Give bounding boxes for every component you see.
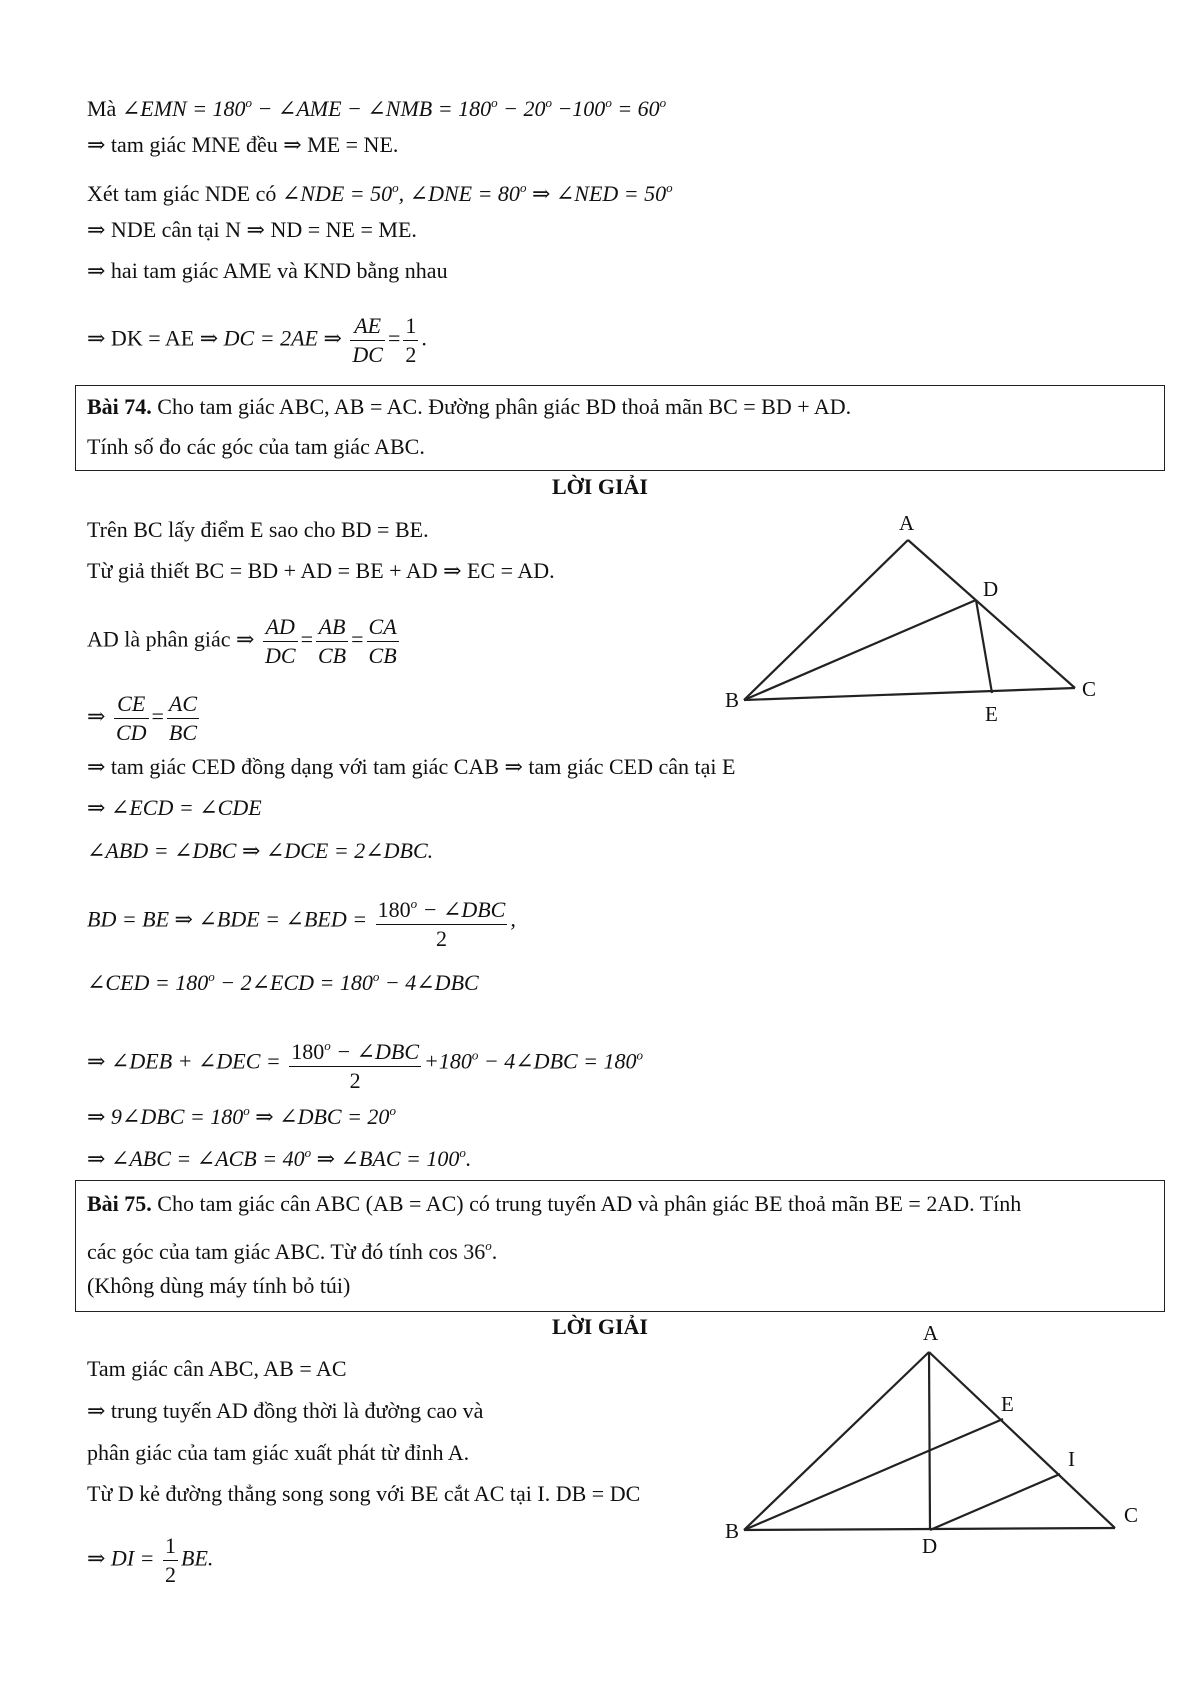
sol74-line-2: Từ giả thiết BC = BD + AD = BE + AD ⇒ EC = AD. [87, 558, 555, 583]
sol75-line-2: ⇒ trung tuyến AD đồng thời là đường cao và [87, 1398, 484, 1423]
sol74-angle-ecd: ⇒ ∠ECD = ∠CDE [87, 795, 262, 820]
figure-triangle-74 [720, 510, 1120, 730]
segment-di [930, 1474, 1060, 1530]
segment-bc [744, 688, 1075, 700]
fraction-one-half: $\frac{1}{2}$ [405, 313, 417, 367]
segment-be [744, 1419, 1003, 1530]
fraction-one-half-75: $\frac{1}{2}$ [165, 1533, 176, 1587]
congruent-triangles-line: ⇒ hai tam giác AME và KND bằng nhau [87, 258, 448, 283]
problem-75-statement: Bài 75. Cho tam giác cân ABC (AB = AC) có trung tuyến AD và phân giác BE thoả mãn BE = 2AD. Tính [87, 1191, 1022, 1216]
eq-emn-line: Mà ∠EMN = $180^o$ − ∠AME − ∠NMB = $180^o - 20^o -100^o = 60^o$ [87, 95, 667, 121]
problem-74-box [75, 385, 1165, 471]
sol75-line-4: Từ D kẻ đường thẳng song song với BE cắt AC tại I. DB = DC [87, 1481, 641, 1506]
sol74-bisector-ratio: AD là phân giác ⇒ $\frac{AD}{DC}$ = $\frac{AB}{CB}$ = $\frac{CA}{CB}$ [87, 614, 397, 668]
fraction-ab-cb: $\frac{AB}{CB}$ [317, 614, 347, 668]
label-i: I [1068, 1447, 1075, 1471]
sol74-line-1: Trên BC lấy điểm E sao cho BD = BE. [87, 517, 429, 542]
sol75-line-3: phân giác của tam giác xuất phát từ đỉnh A. [87, 1440, 470, 1465]
figure-triangle-75 [720, 1310, 1150, 1560]
sol75-di-line: ⇒ DI = $\frac{1}{2}$ BE. [87, 1533, 214, 1587]
mne-equilateral-line: ⇒ tam giác MNE đều ⇒ ME = NE. [87, 132, 399, 157]
label-b: B [725, 1519, 740, 1543]
segment-ac [929, 1352, 1115, 1528]
fraction-ca-cb: $\frac{CA}{CB}$ [368, 614, 397, 668]
segment-bd [744, 600, 976, 700]
sol75-line-1: Tam giác cân ABC, AB = AC [87, 1356, 347, 1381]
ratio-result-line: ⇒ DK = AE ⇒ DC = 2AE ⇒ $\frac{AE}{DC}$ = $\frac{1}{2}$ . [87, 313, 427, 367]
sol74-bde-bed: BD = BE ⇒ ∠BDE = ∠BED = $\frac{180^o - \angle DBC}{2}$ , [87, 890, 516, 953]
sol74-dbc-line: ⇒ 9∠DBC = $180^o$ ⇒ ∠DBC = $20^o$ [87, 1103, 396, 1129]
sol74-ce-cd-ratio: ⇒ $\frac{CE}{CD}$ = $\frac{AC}{BC}$ [87, 691, 198, 745]
sol74-similar-line: ⇒ tam giác CED đồng dạng với tam giác CAB ⇒ tam giác CED cân tại E [87, 754, 736, 779]
label-c: C [1082, 677, 1097, 701]
problem-74-question: Tính số đo các góc của tam giác ABC. [87, 434, 425, 459]
segment-ac [908, 540, 1075, 688]
label-c: C [1124, 1503, 1139, 1527]
label-d: D [922, 1534, 938, 1558]
sol74-result-line: ⇒ ∠ABC = ∠ACB = $40^o$ ⇒ ∠BAC = $100^o$. [87, 1145, 472, 1171]
segment-de [976, 600, 992, 693]
label-e: E [1001, 1392, 1014, 1416]
label-d: D [983, 577, 999, 601]
nde-angles-line: Xét tam giác NDE có ∠NDE = $50^o$, ∠DNE = $80^o$ ⇒ ∠NED = $50^o$ [87, 180, 673, 206]
segment-ab [744, 1352, 929, 1530]
fraction-deb: $\frac{180^o - \angle DBC}{2}$ [289, 1032, 421, 1095]
label-b: B [725, 688, 740, 712]
problem-75-question: các góc của tam giác ABC. Từ đó tính cos 36$^o$. [87, 1238, 498, 1264]
solution-75-heading: LỜI GIẢI [552, 1314, 648, 1339]
nde-isosceles-line: ⇒ NDE cân tại N ⇒ ND = NE = ME. [87, 217, 417, 242]
fraction-ac-bc: $\frac{AC}{BC}$ [168, 691, 198, 745]
sol74-angle-dce: ∠ABD = ∠DBC ⇒ ∠DCE = 2∠DBC. [87, 838, 434, 863]
sol74-sum-line: ⇒ ∠DEB + ∠DEC = $\frac{180^o - \angle DBC}{2}$ $+180^o$ − 4∠DBC = $180^o$ [87, 1032, 643, 1095]
fraction-ad-dc: $\frac{AD}{DC}$ [265, 614, 296, 668]
label-a: A [923, 1321, 939, 1345]
fraction-ce-cd: $\frac{CE}{CD}$ [115, 691, 147, 745]
label-a: A [899, 511, 915, 535]
segment-ad [929, 1352, 930, 1530]
problem-75-box [75, 1180, 1165, 1312]
label-e: E [985, 702, 998, 726]
segment-ab [744, 540, 908, 700]
fraction-bed: $\frac{180^o - \angle DBC}{2}$ [376, 890, 508, 953]
fraction-ae-dc: $\frac{AE}{DC}$ [352, 313, 383, 367]
sol74-ced-line: ∠CED = $180^o$ − 2∠ECD = $180^o$ − 4∠DBC [87, 969, 479, 995]
problem-75-note: (Không dùng máy tính bỏ túi) [87, 1273, 351, 1298]
solution-74-heading: LỜI GIẢI [552, 474, 648, 499]
problem-74-statement: Bài 74. Cho tam giác ABC, AB = AC. Đường phân giác BD thoả mãn BC = BD + AD. [87, 394, 852, 419]
